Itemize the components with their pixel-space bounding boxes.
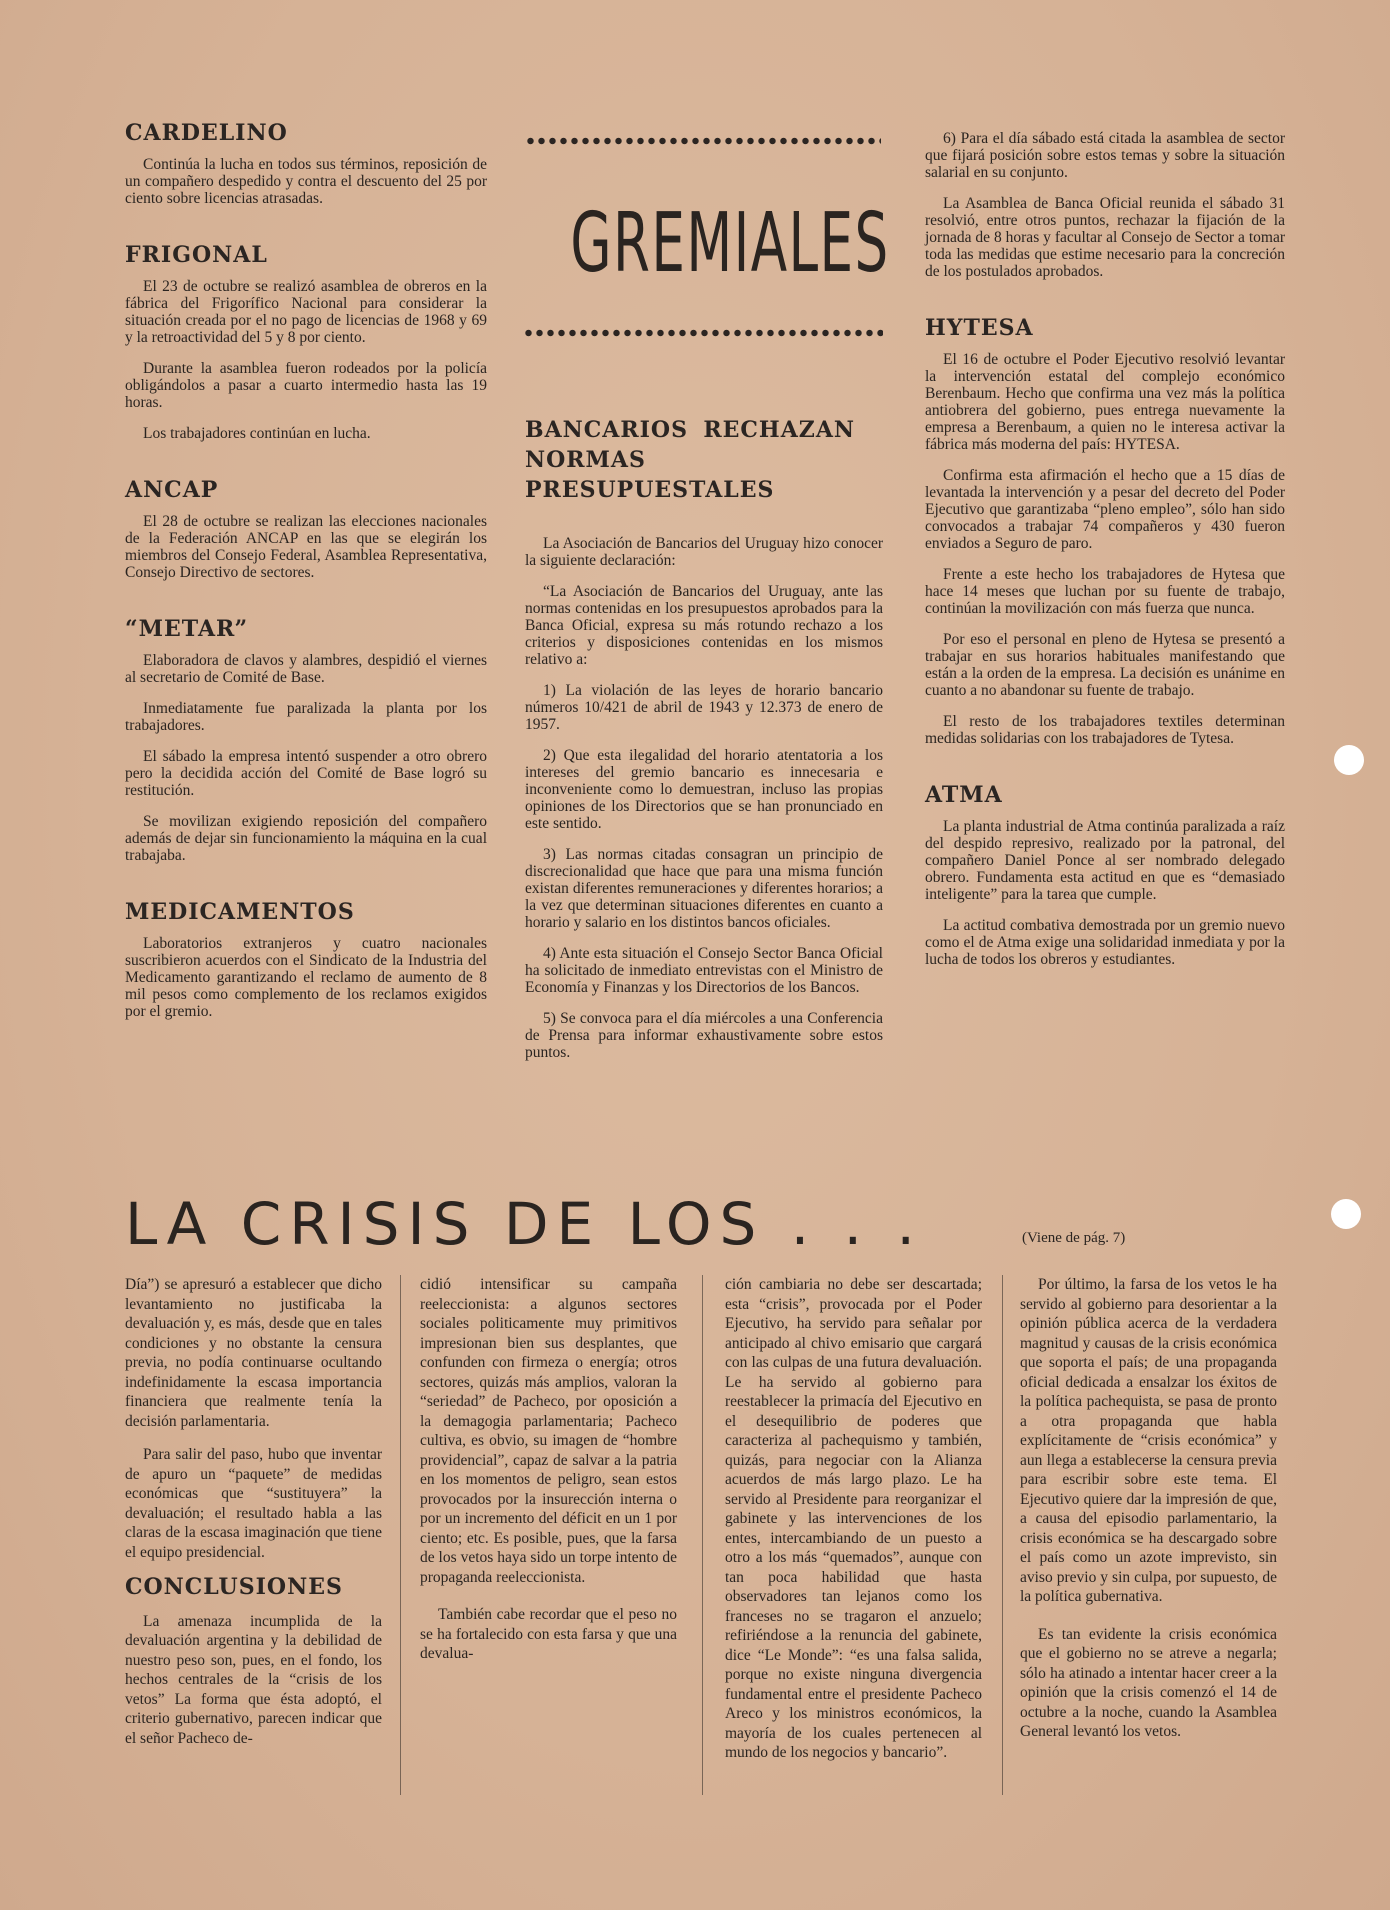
paragraph: Por eso el personal en pleno de Hytesa se presentó a trabajar en sus horarios habituales manifestando que están a la orden de la empresa. La decisión es unánime en cuanto a no abandonar su fuente de trabajo. [925,631,1285,699]
punch-hole-top [1334,745,1364,775]
page-title: GREMIALES [570,196,890,291]
paragraph: La planta industrial de Atma continúa paralizada a raíz del despido represivo, realizado por la patronal, del compañero Daniel Ponce al ser nombrado delegado obrero. Fundamenta esta actitud en que es “demasiado inteligente” para la tarea que cumple. [925,818,1285,903]
column-rule [400,1275,401,1795]
left-column [125,120,487,1034]
paragraph: Día”) se apresuró a establecer que dicho levantamiento no justificaba la devaluación y, es más, desde que en tales condiciones y no obstante la censura previa, no podía continuarse ocultando indefinidamente la escasa importancia financiera que realmente tenía la decisión parlamentaria. [125,1276,382,1430]
paragraph: Confirma esta afirmación el hecho que a 15 días de levantada la intervención y a pesar del decreto del Poder Ejecutivo que garantizaba “pleno empleo”, sólo han sido convocados a trabajar 74 compañeros y 430 fueron enviados a Seguro de paro. [925,467,1285,552]
section-ancap [125,477,487,581]
column-rule [1002,1275,1003,1795]
paragraph: 1) La violación de las leyes de horario bancario números 10/421 de abril de 1943 y 12.373 de enero de 1957. [525,682,883,733]
paragraph: cidió intensificar su campaña reeleccionista: a algunos sectores sociales politicamente muy primitivos impresionan bien sus desplantes, que confunden con firmeza o energía; otros sectores, quizás más amplios, valoran la “seriedad” de Pacheco, por oposición a la demagogia parlamentaria; Pacheco cultiva, es obvio, su imagen de “hombre providencial”, capaz de salvar a la patria en los momentos de peligro, sean estos provocados por la insurección interna o por un incremento del déficit en un 1 por ciento; etc. Es posible, pues, que la farsa de los vetos haya sido un torpe intento de propaganda reeleccionista. [420,1276,677,1586]
paragraph: El 16 de octubre el Poder Ejecutivo resolvió levantar la intervención estatal del complejo económico Berenbaum. Hecho que confirma una vez más la política antiobrera del gobierno, pues entrega nuevamente la empresa a Berenbaum, a quien no le interesa activar la fábrica más moderna del país: HYTESA. [925,351,1285,453]
article-column-2 [420,1275,677,1678]
section-heading: “METAR” [125,616,249,642]
paragraph: Es tan evidente la crisis económica que el gobierno no se atreve a negarla; sólo ha atinado a intentar hacer creer a la opinión que la crisis comenzó el 14 de octubre a la noche, cuando la Asamblea General levantó los vetos. [1020,1625,1277,1740]
article-heading: BANCARIOS RECHAZAN NORMAS PRESUPUESTALES [525,417,855,503]
paragraph: 5) Se convoca para el día miércoles a una Conferencia de Prensa para informar exhaustivamente sobre estos puntos. [525,1010,883,1061]
paragraph: 6) Para el día sábado está citada la asamblea de sector que fijará posición sobre estos temas y sobre la situación salarial en su conjunto. [925,130,1285,181]
section-hytesa [925,315,1285,747]
section-heading: CARDELINO [125,120,288,146]
paragraph: La Asamblea de Banca Oficial reunida el sábado 31 resolvió, entre otros puntos, rechazar la fijación de la jornada de 8 horas y facultar al Consejo de Sector a tomar toda las medidas que estime necesario para la concreción de los postulados aprobados. [925,195,1285,280]
paragraph: La amenaza incumplida de la devaluación argentina y la debilidad de nuestro peso son, pues, en el fondo, los hechos centrales de la “crisis de los vetos” La forma que ésta adoptó, el criterio gubernativo, parecen indicar que el señor Pacheco de- [125,1612,382,1747]
paragraph: Los trabajadores continúan en lucha. [143,425,371,442]
section-cardelino [125,120,487,207]
paragraph: También cabe recordar que el peso no se ha fortalecido con esta farsa y que una devalua- [420,1606,677,1662]
section-heading: CONCLUSIONES [125,1574,343,1600]
center-column [525,415,883,1075]
paragraph: 3) Las normas citadas consagran un principio de discrecionalidad que hace que para una misma función existan diferentes remuneraciones y diferentes horarios; a la vez que determinan situaciones diferentes en cuanto a horario y salario en los distintos bancos oficiales. [525,846,883,931]
paragraph: El 23 de octubre se realizó asamblea de obreros en la fábrica del Frigorífico Nacional para considerar la situación creada por el no pago de licencias de 1968 y 69 y la retroactividad del 5 y 8 por ciento. [125,278,487,346]
section-heading: ATMA [925,782,1003,808]
paragraph: Continúa la lucha en todos sus términos, reposición de un compañero despedido y contra el descuento del 25 por ciento sobre licencias atrasadas. [125,156,487,207]
column-rule [702,1275,703,1795]
right-column [925,130,1285,982]
paragraph: Inmediatamente fue paralizada la planta por los trabajadores. [125,700,487,734]
punch-hole-bottom [1331,1199,1361,1229]
paragraph: El sábado la empresa intentó suspender a otro obrero pero la decidida acción del Comité de Base logró su restitución. [125,748,487,799]
paragraph: 4) Ante esta situación el Consejo Sector Banca Oficial ha solicitado de inmediato entrevistas con el Ministro de Economía y Finanzas y los Directorios de los Bancos. [525,945,883,996]
section-heading: ANCAP [125,477,219,503]
paragraph: El resto de los trabajadores textiles determinan medidas solidarias con los trabajadores de Tytesa. [925,713,1285,747]
dotted-rule-bottom [523,328,883,338]
section-atma [925,782,1285,968]
article-column-1 [125,1275,382,1762]
section-medicamentos [125,899,487,1020]
section-frigonal [125,242,487,442]
section-heading: FRIGONAL [125,242,268,268]
article-column-3 [725,1275,982,1777]
paragraph: Frente a este hecho los trabajadores de Hytesa que hace 14 meses que luchan por su fuente de trabajo, continúan la movilización con más fuerza que nunca. [925,566,1285,617]
paragraph: “La Asociación de Bancarios del Uruguay, ante las normas contenidas en los presupuestos aprobados para la Banca Oficial, expresa su más rotundo rechazo a los criterios y disposiciones contenidas en los mismos relativo a: [525,583,883,668]
dotted-rule-top [525,136,881,146]
paragraph: Elaboradora de clavos y alambres, despidió el viernes al secretario de Comité de Base. [125,652,487,686]
article-column-4 [1020,1275,1277,1756]
article-title: LA CRISIS DE LOS . . . [125,1190,923,1258]
paragraph: Laboratorios extranjeros y cuatro nacionales suscribieron acuerdos con el Sindicato de la Industria del Medicamento garantizando el reclamo de aumento de 8 mil pesos como complemento de los reclamos exigidos por el gremio. [125,935,487,1020]
paragraph: Por último, la farsa de los vetos le ha servido al gobierno para desorientar a la opinión pública acerca de la verdadera magnitud y causas de la crisis económica que soporta el país; de una propaganda oficial dedicada a ensalzar los éxitos de la política pachequista, se pasa de pronto a otra propaganda que habla explícitamente de “crisis económica” y aun llega a establecerse la censura previa para escribir sobre este tema. El Ejecutivo quiere dar la impresión de que, a causa del episodio parlamentario, la crisis económica se ha descargado sobre el país como un azote imprevisto, sin aviso previo y sin culpa, por supuesto, de la política gubernativa. [1020,1276,1277,1605]
paragraph: ción cambiaria no debe ser descartada; esta “crisis”, provocada por el Poder Ejecutivo, ha servido para señalar por anticipado al chivo emisario que cargará con las culpas de una futura devaluación. Le ha servido al gobierno para reestablecer la primacía del Ejecutivo en el desequilibrio de poderes que caracteriza al pachequismo y también, quizás, para negociar con la Alianza acuerdos de más largo plazo. Le ha servido al Presidente para reorganizar el gabinete y las intervenciones de los entes, intercambiando de un puesto a otro a los más “quemados”, aunque con tan poca habilidad que hasta observadores tan lejanos como los franceses no se tragaron el anzuelo; refiriéndose a la renuncia del gabinete, dice “Le Monde”: “es una falsa salida, porque no existe ninguna divergencia fundamental entre el presidente Pacheco Areco y los ministros económicos, la mayoría de los cuales pertenecen al mundo de los negocios y bancario”. [725,1276,982,1761]
paragraph: Se movilizan exigiendo reposición del compañero además de dejar sin funcionamiento la máquina en la cual trabajaba. [125,813,487,864]
section-heading: HYTESA [925,315,1034,341]
continued-note: (Viene de pág. 7) [1022,1230,1126,1246]
paragraph: 2) Que esta ilegalidad del horario atentatoria a los intereses del gremio bancario es innecesaria e inconveniente como lo demuestran, incluso las propias opiniones de los Directorios que se han pronunciado en este sentido. [525,747,883,832]
paragraph: Para salir del paso, hubo que inventar de apuro un “paquete” de medidas económicas que “sustituyera” la devaluación; el resultado habla a las claras de la escasa imaginación que tiene el equipo presidencial. [125,1446,382,1561]
section-heading: MEDICAMENTOS [125,899,355,925]
paragraph: La actitud combativa demostrada por un gremio nuevo como el de Atma exige una solidaridad inmediata y por la lucha de todos los obreros y estudiantes. [925,917,1285,968]
section-metar [125,616,487,864]
paragraph: El 28 de octubre se realizan las elecciones nacionales de la Federación ANCAP en las que se elegirán los miembros del Consejo Federal, Asamblea Representativa, Consejo Directivo de sectores. [125,513,487,581]
paragraph: Durante la asamblea fueron rodeados por la policía obligándolos a pasar a cuarto intermedio hasta las 19 horas. [125,360,487,411]
paragraph: La Asociación de Bancarios del Uruguay hizo conocer la siguiente declaración: [525,535,883,569]
